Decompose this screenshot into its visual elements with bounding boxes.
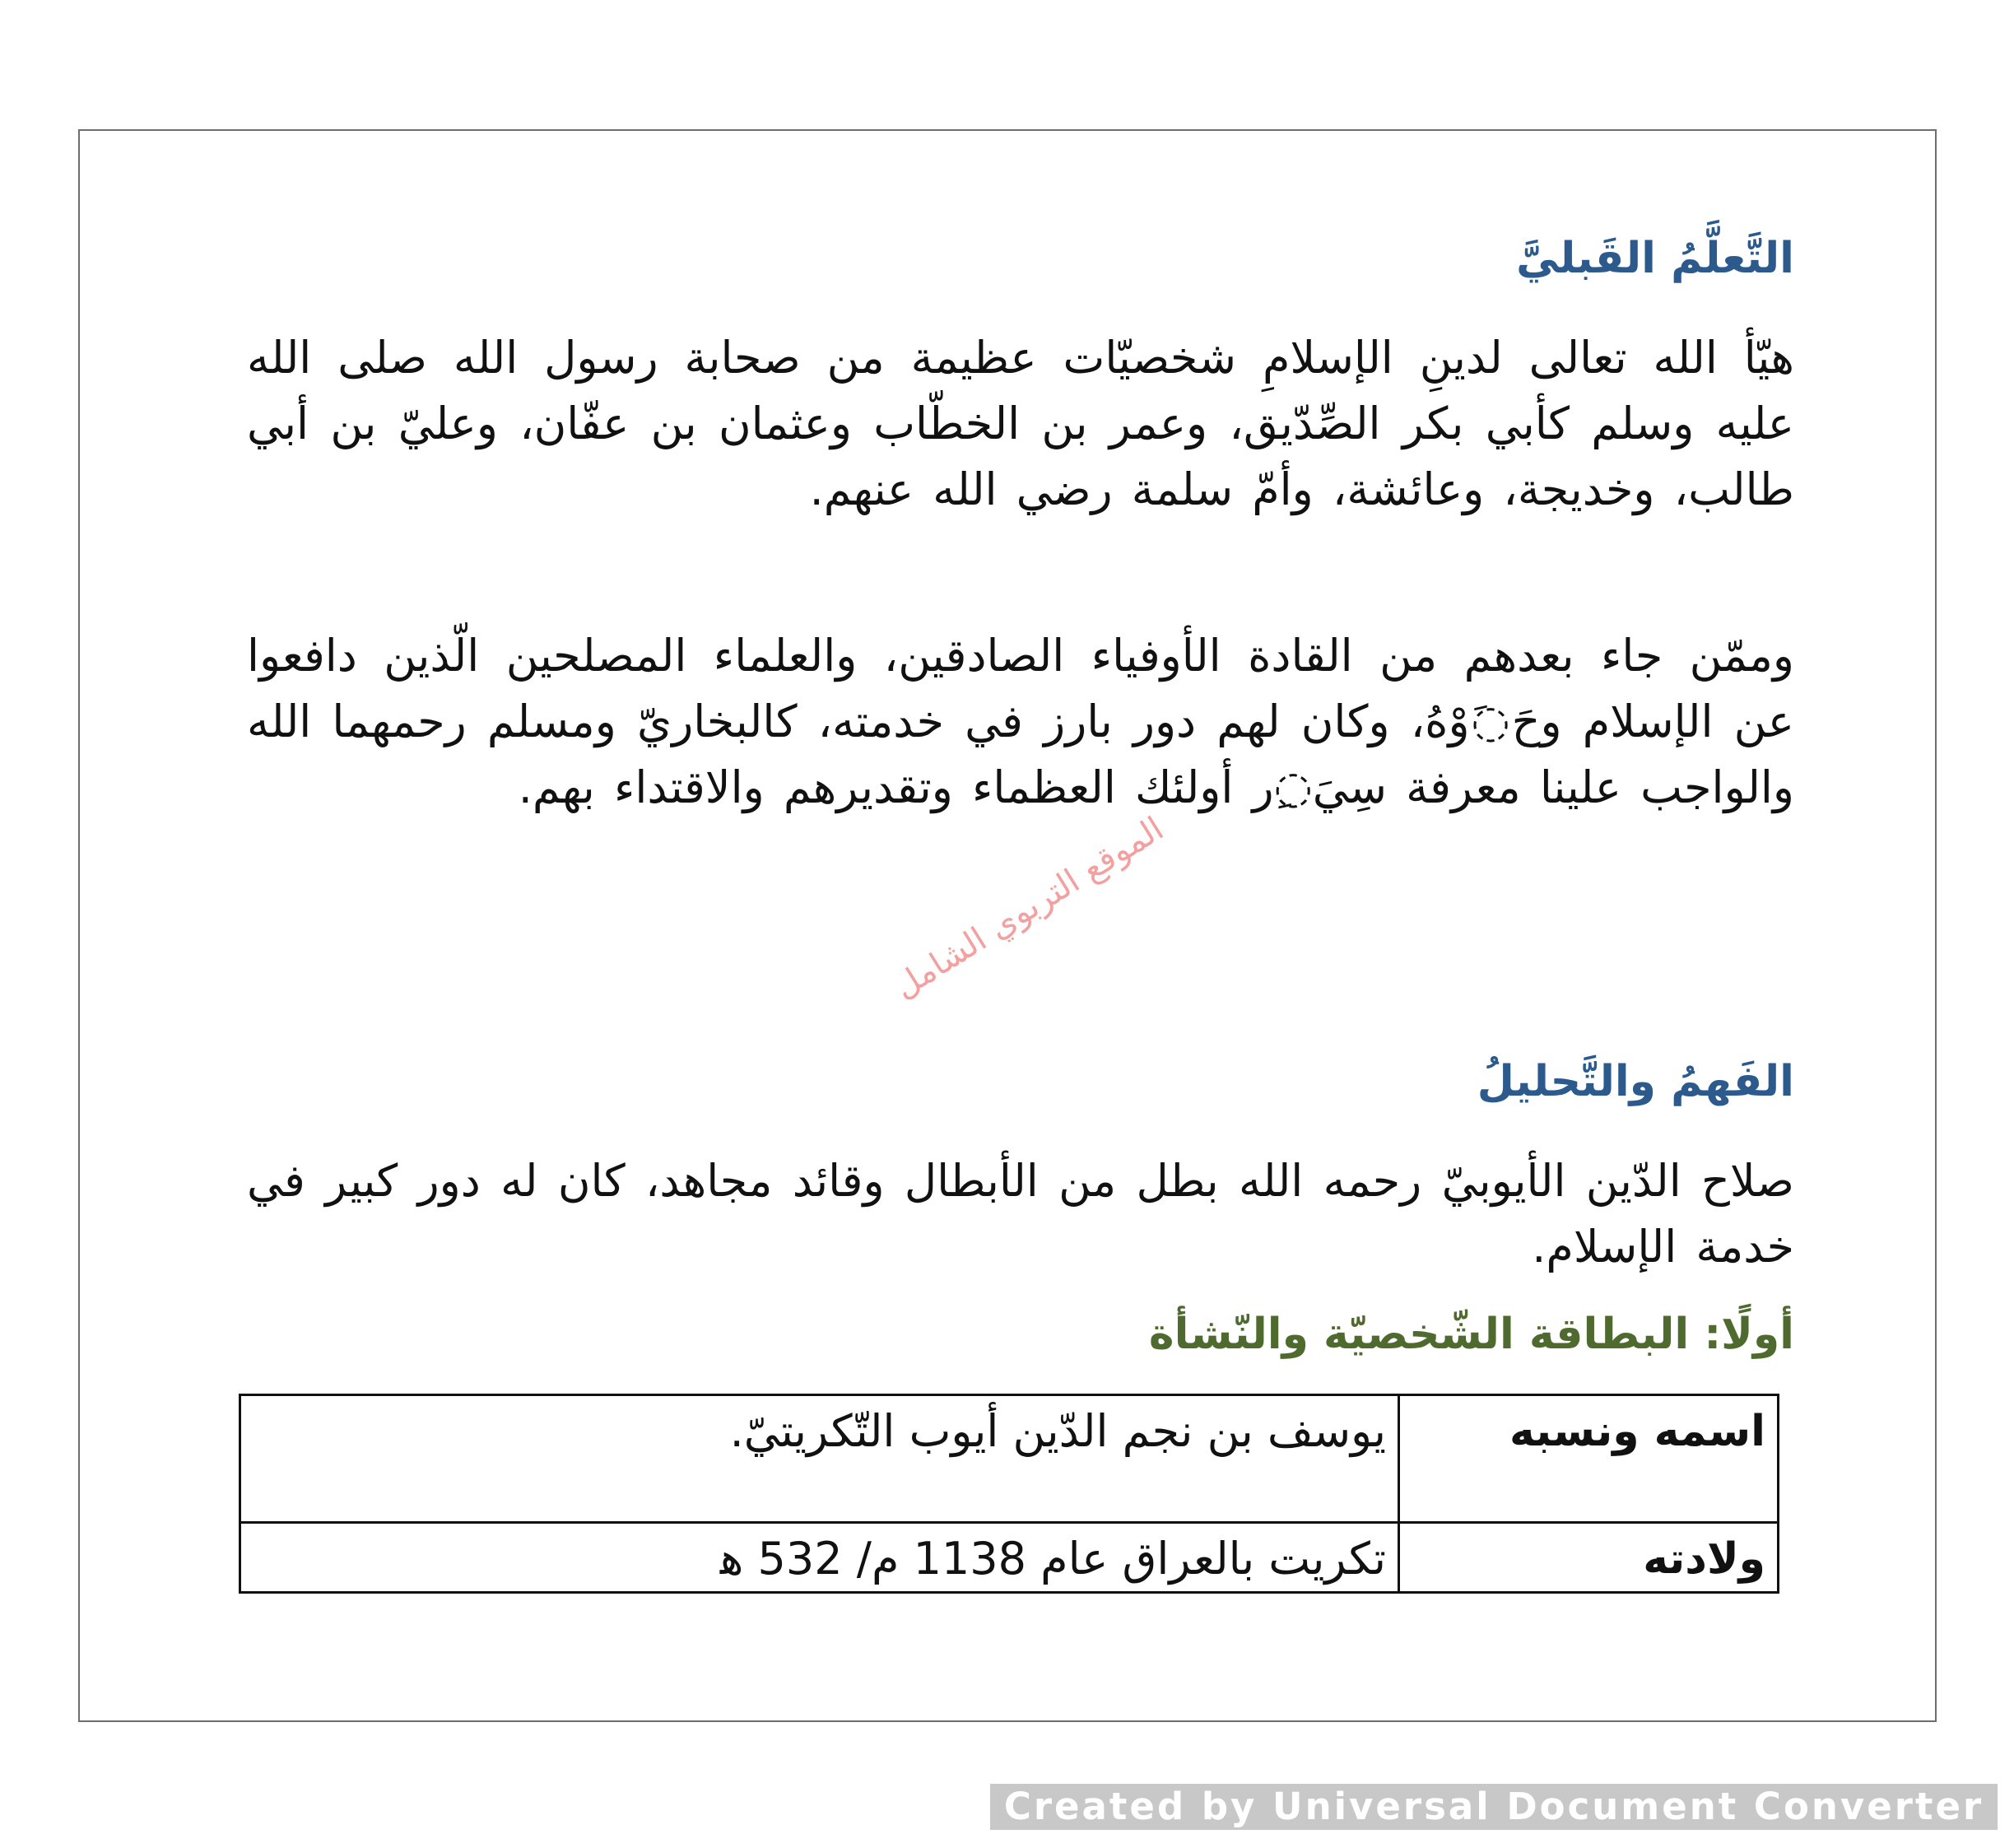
converter-footer-banner: Created by Universal Document Converter	[990, 1784, 1998, 1830]
heading-prior-learning: التَّعلَّمُ القَبليَّ	[1516, 234, 1794, 283]
paragraph-leaders-scholars: وممّن جاء بعدهم من القادة الأوفياء الصادقين، والعلماء المصلحين الّذين دافعوا عن الإسلام وحَ◌َوْهُ، وكان لهم دور بارز في خدمته، كالبخاريّ ومسلم رحمهما الله والواجب علينا معرفة سِيَ◌ِر أولئك العظماء وتقديرهم والاقتداء بهم.	[247, 630, 1794, 813]
heading-personal-card: أولًا: البطاقة الشّخصيّة والنّشأة	[1148, 1310, 1794, 1359]
paragraph-companions: هيّأ الله تعالى لدينِ الإسلامِ شخصيّات عظيمة من صحابة رسول الله صلى الله عليه وسلم كأبي بكر الصِّدّيق، وعمر بن الخطّاب وعثمان بن عفّان، وعليّ بن أبي طالب، وخديجة، وعائشة، وأمّ سلمة رضي الله عنهم.	[247, 332, 1794, 515]
personal-info-table	[239, 1394, 1779, 1594]
table-value-name: يوسف بن نجم الدّين أيوب التّكريتيّ.	[240, 1395, 1399, 1523]
heading-understanding-analysis: الفَهمُ والتَّحليلُ	[1477, 1057, 1794, 1106]
table-value-birth: تكريت بالعراق عام 1138 م/ 532 ﻫ	[240, 1523, 1399, 1593]
paragraph-saladin-intro: صلاح الدّين الأيوبيّ رحمه الله بطل من الأبطال وقائد مجاهد، كان له دور كبير في خدمة الإسلام.	[247, 1155, 1794, 1273]
table-label-name: اسمه ونسبه	[1399, 1395, 1779, 1523]
table-row	[240, 1523, 1779, 1593]
table-label-birth: ولادته	[1399, 1523, 1779, 1593]
watermark-stamp: الموقع التربوي الشامل	[887, 809, 1170, 1007]
table-row	[240, 1395, 1779, 1523]
